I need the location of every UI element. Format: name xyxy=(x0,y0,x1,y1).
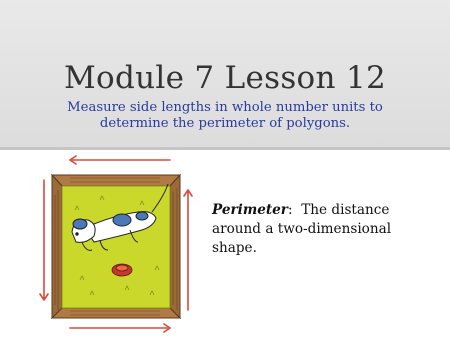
definition-separator: : xyxy=(287,202,293,218)
perimeter-definition xyxy=(212,201,430,258)
slide-title: Module 7 Lesson 12 xyxy=(64,60,386,96)
slide-subtitle: Measure side lengths in whole number units to determine the perimeter of polygons. xyxy=(67,100,383,131)
definition-text: The distance around a two-dimensional shape. xyxy=(212,202,396,256)
dog-in-fence-illustration xyxy=(30,150,202,338)
top-arrow xyxy=(70,156,170,164)
grass-area xyxy=(62,186,170,308)
left-arrow xyxy=(40,180,48,300)
bottom-arrow xyxy=(70,324,170,332)
right-arrow xyxy=(184,190,192,310)
definition-term: Perimeter xyxy=(212,202,288,218)
food-bowl xyxy=(112,264,132,276)
